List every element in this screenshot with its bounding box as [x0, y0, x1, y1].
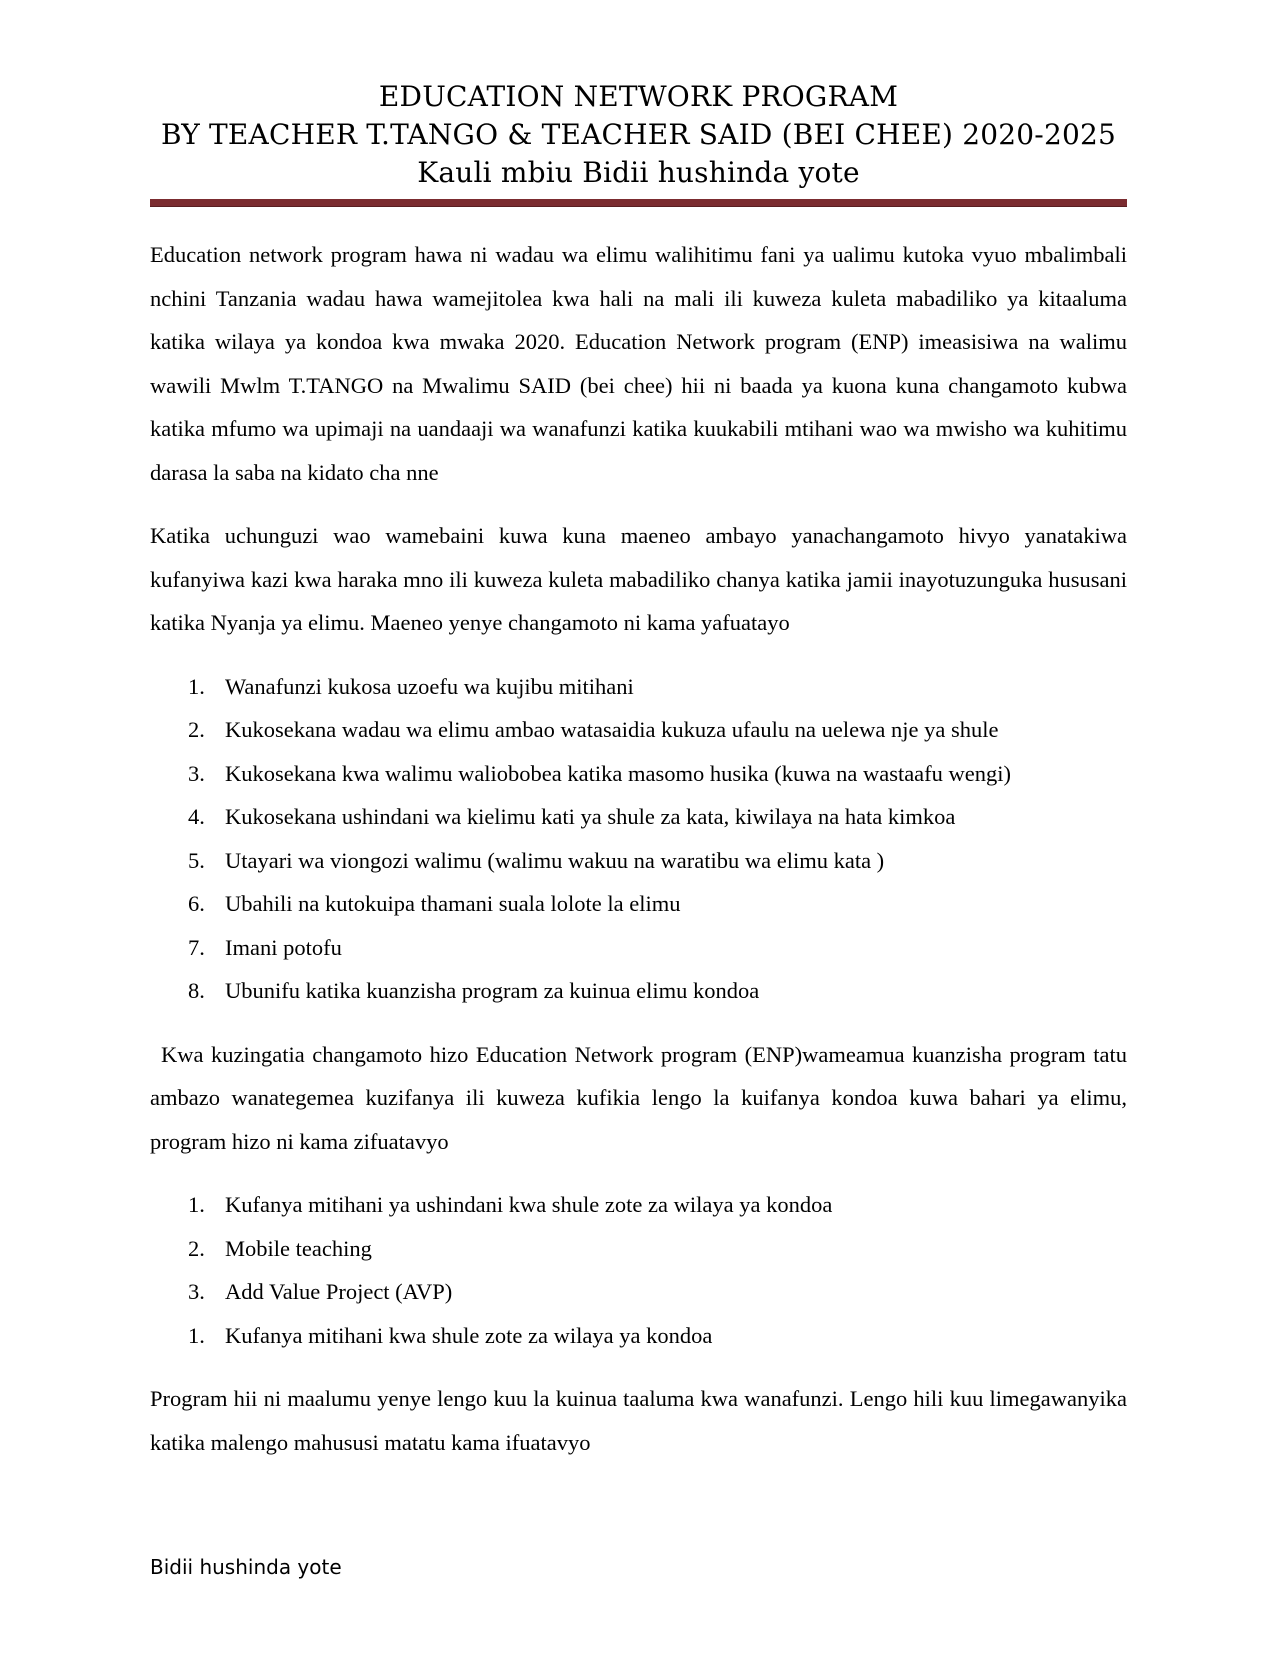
challenges-list	[150, 665, 1127, 1013]
page-footer: Bidii hushinda yote	[150, 1555, 342, 1579]
list-item: 4. Kukosekana ushindani wa kielimu kati ya shule za kata, kiwilaya na hata kimkoa	[188, 804, 956, 829]
intro-paragraph: Education network program hawa ni wadau wa elimu walihitimu fani ya ualimu kutoka vyuo mbalimbali nchini Tanzania wadau hawa wamejitolea kwa hali na mali ili kuweza kuleta mabadiliko ya kitaaluma katika wilaya ya kondoa kwa mwaka 2020. Education Network program (ENP) imeasisiwa na walimu wawili Mwlm T.TANGO na Mwalimu SAID (bei chee) hii ni baada ya kuona kuna changamoto kubwa katika mfumo wa upimaji na uandaaji wa wanafunzi katika kuukabili mtihani wao wa mwisho wa kuhitimu darasa la saba na kidato cha nne	[150, 242, 1127, 485]
list-item: 2. Kukosekana wadau wa elimu ambao watasaidia kukuza ufaulu na uelewa nje ya shule	[188, 717, 999, 742]
list-item: 7. Imani potofu	[188, 934, 342, 960]
list-item: 3. Kukosekana kwa walimu waliobobea katika masomo husika (kuwa na wastaafu wengi)	[188, 760, 1012, 786]
programs-intro-paragraph: Kwa kuzingatia changamoto hizo Education Network program (ENP)wameamua kuanzisha program tatu ambazo wanategemea kuzifanya ili kuweza kufikia lengo la kuifanya kondoa kuwa bahari ya elimu, program hizo ni kama zifuatavyo	[150, 1041, 1127, 1154]
list-item: 2. Mobile teaching	[188, 1235, 372, 1261]
findings-paragraph: Katika uchunguzi wao wamebaini kuwa kuna maeneo ambayo yanachangamoto hivyo yanatakiwa kufanyiwa kazi kwa haraka mno ili kuweza kuleta mabadiliko chanya katika jamii inayotuzunguka hususani katika Nyanja ya elimu. Maeneo yenye changamoto ni kama yafuatayo	[150, 523, 1127, 635]
document-page	[150, 0, 1127, 1464]
header-motto: Kauli mbiu Bidii hushinda yote	[417, 156, 860, 189]
header-title: EDUCATION NETWORK PROGRAM	[378, 80, 899, 113]
program-goal-paragraph: Program hii ni maalumu yenye lengo kuu la kuinua taaluma kwa wanafunzi. Lengo hili kuu limegawanyika katika malengo mahususi matatu kama ifuatavyo	[150, 1386, 1127, 1455]
list-item: 6. Ubahili na kutokuipa thamani suala lolote la elimu	[188, 891, 681, 916]
list-item: 1. Kufanya mitihani ya ushindani kwa shule zote za wilaya ya kondoa	[188, 1192, 833, 1217]
section-heading-list	[150, 1314, 1127, 1358]
programs-list	[150, 1183, 1127, 1314]
list-item: 1. Wanafunzi kukosa uzoefu wa kujibu mitihani	[188, 673, 634, 699]
header-rule	[150, 199, 1127, 207]
section-heading: 1. Kufanya mitihani kwa shule zote za wilaya ya kondoa	[188, 1322, 713, 1348]
header-authors: BY TEACHER T.TANGO & TEACHER SAID (BEI CHEE) 2020-2025	[160, 118, 1117, 151]
list-item: 3. Add Value Project (AVP)	[188, 1279, 453, 1304]
list-item: 8. Ubunifu katika kuanzisha program za kuinua elimu kondoa	[188, 978, 760, 1003]
list-item: 5. Utayari wa viongozi walimu (walimu wakuu na waratibu wa elimu kata )	[188, 847, 885, 873]
document-header	[150, 78, 1127, 192]
